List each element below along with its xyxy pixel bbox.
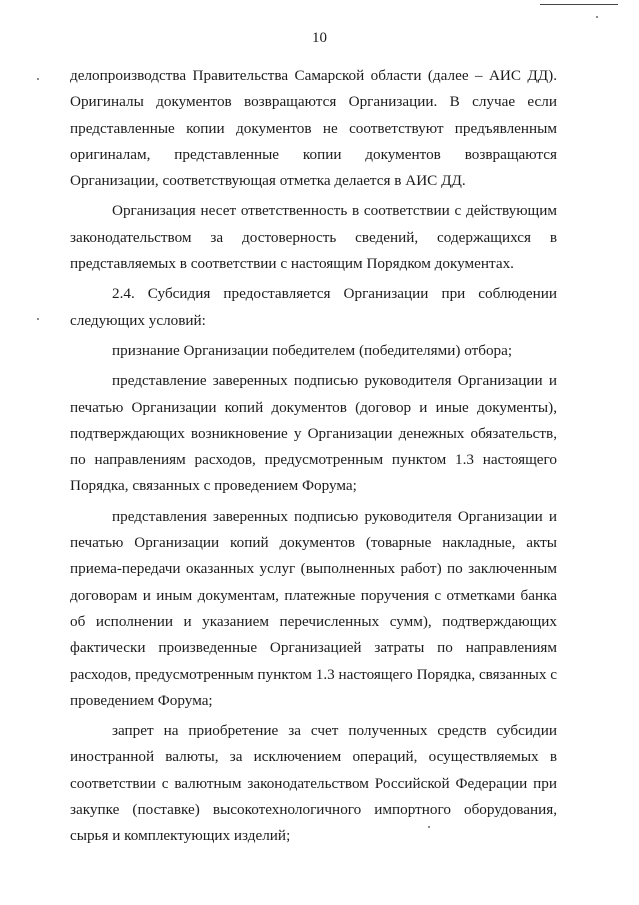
condition-item: представление заверенных подписью руководителя Организации и печатью Организации копий документов (договор и иные документы), подтверждающих возникновение у Организации денежных обязательств, по направлениям расходов, предусмотренным пунктом 1.3 настоящего Порядка, связанных с проведением Форума; bbox=[70, 372, 557, 495]
condition-item: признание Организации победителем (победителями) отбора; bbox=[112, 341, 513, 359]
paragraph-conditions-heading: 2.4. Субсидия предоставляется Организации при соблюдении следующих условий: bbox=[70, 285, 557, 329]
page-number: 10 bbox=[312, 30, 327, 46]
condition-item: запрет на приобретение за счет полученных средств субсидии иностранной валюты, за исключением операций, осуществляемых в соответствии с валютным законодательством Российской Федерации при закупке (поставке) высокотехнологичного импортного оборудования, сырья и комплектующих изделий; bbox=[70, 722, 557, 845]
paragraph-responsibility: Организация несет ответственность в соответствии с действующим законодательством за достоверность сведений, содержащихся в представляемых в соответствии с настоящим Порядком документах. bbox=[70, 202, 557, 273]
scan-artifact-dot bbox=[37, 78, 39, 80]
condition-item: представления заверенных подписью руководителя Организации и печатью Организации копий документов (товарные накладные, акты приема-передачи оказанных услуг (выполненных работ) по заключенным договорам и иным документам, платежные поручения с отметками банка об исполнении и указанием перечисленных сумм), подтверждающих фактически произведенные Организацией затраты по направлениям расходов, предусмотренным пунктом 1.3 настоящего Порядка, связанных с проведением Форума; bbox=[70, 507, 557, 709]
scan-artifact-dot bbox=[596, 16, 598, 18]
scan-artifact-dot bbox=[37, 318, 39, 320]
paragraph-continuation: делопроизводства Правительства Самарской области (далее – АИС ДД). Оригиналы документов возвращаются Организации. В случае если представленные копии документов не соответствуют предъявленным оригиналам, представленные копии документов возвращаются Организации, соответствующая отметка делается в АИС ДД. bbox=[70, 67, 557, 190]
scan-artifact-line bbox=[540, 4, 618, 5]
document-body bbox=[70, 63, 557, 850]
